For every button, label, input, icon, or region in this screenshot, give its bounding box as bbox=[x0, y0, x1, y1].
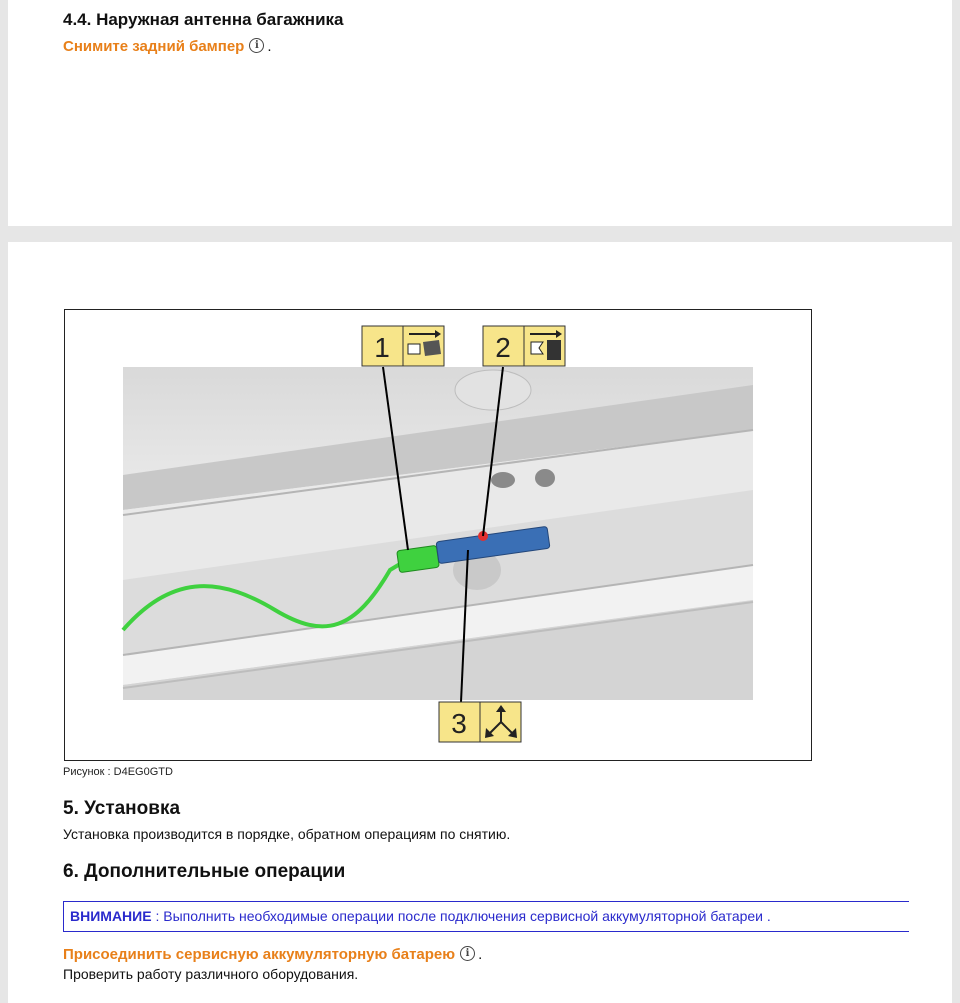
section-title-installation: 5. Установка bbox=[63, 798, 181, 819]
section-title-additional: 6. Дополнительные операции bbox=[63, 861, 346, 882]
callout-1 bbox=[362, 326, 444, 366]
callout-number: 1 bbox=[374, 332, 390, 363]
antenna-diagram bbox=[65, 310, 811, 760]
callout-3 bbox=[439, 702, 521, 742]
check-equipment-text: Проверить работу различного оборудования. bbox=[63, 966, 359, 982]
remove-bumper-line bbox=[63, 38, 272, 56]
info-icon[interactable]: i bbox=[460, 946, 475, 961]
installation-text: Установка производится в порядке, обратном операциям по снятию. bbox=[63, 826, 511, 842]
section-card-antenna bbox=[8, 0, 952, 226]
warning-text: : Выполнить необходимые операции после подключения сервисной аккумуляторной батареи . bbox=[151, 908, 771, 924]
connect-battery-line bbox=[63, 946, 482, 964]
period: . bbox=[267, 38, 272, 55]
figure-caption: Рисунок : D4EG0GTD bbox=[63, 766, 173, 778]
vehicle-body-panel bbox=[123, 367, 753, 700]
warning-box bbox=[63, 901, 909, 932]
warning-label: ВНИМАНИЕ bbox=[70, 908, 152, 924]
callout-2 bbox=[483, 326, 565, 366]
period: . bbox=[478, 946, 483, 963]
remove-bumper-link[interactable]: Снимите задний бампер bbox=[63, 38, 245, 55]
section-title-antenna: 4.4. Наружная антенна багажника bbox=[63, 10, 344, 29]
callout-number: 3 bbox=[451, 708, 467, 739]
info-icon[interactable]: i bbox=[249, 38, 264, 53]
connect-battery-link[interactable]: Присоединить сервисную аккумуляторную батарею bbox=[63, 946, 456, 963]
callout-number: 2 bbox=[495, 332, 511, 363]
section-card-figure bbox=[8, 242, 952, 1003]
figure-frame bbox=[64, 309, 812, 761]
